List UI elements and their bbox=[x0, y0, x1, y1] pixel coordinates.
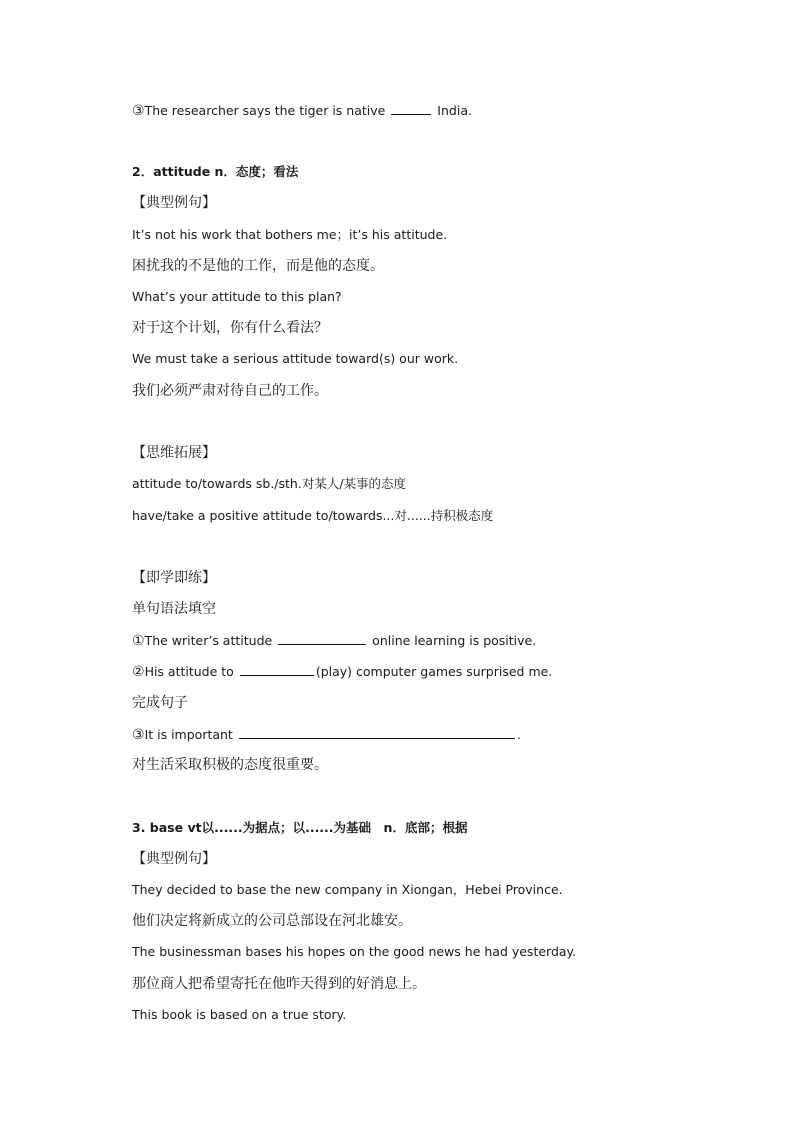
answer-blank[interactable] bbox=[239, 726, 515, 739]
exercise-item-2 bbox=[132, 663, 552, 680]
answer-blank[interactable] bbox=[391, 102, 431, 115]
item-text-before: His attitude to bbox=[144, 664, 234, 679]
item-text-after: . bbox=[516, 727, 521, 742]
practice-label: 【即学即练】 bbox=[132, 570, 216, 586]
example-en: It’s not his work that bothers me；it’s his attitude. bbox=[132, 227, 448, 242]
fill-label: 单句语法填空 bbox=[132, 601, 216, 617]
item-text-before: The writer’s attitude bbox=[144, 633, 273, 648]
complete-label: 完成句子 bbox=[132, 695, 188, 711]
item-text-after: online learning is positive. bbox=[372, 633, 537, 648]
item-number: ③ bbox=[132, 727, 145, 743]
answer-blank[interactable] bbox=[240, 663, 314, 676]
expand-phrase: attitude to/towards sb./sth.对某人/某事的态度 bbox=[132, 476, 407, 491]
item-number: ② bbox=[132, 664, 145, 680]
item-text-after: India. bbox=[437, 103, 472, 118]
exercise-item-3 bbox=[132, 102, 472, 119]
item-text-after: (play) computer games surprised me. bbox=[315, 664, 553, 679]
example-en: They decided to base the new company in Xiongan，Hebei Province. bbox=[132, 882, 563, 897]
example-cn: 对于这个计划，你有什么看法？ bbox=[132, 320, 328, 336]
example-cn: 困扰我的不是他的工作，而是他的态度。 bbox=[132, 258, 384, 274]
examples-label: 【典型例句】 bbox=[132, 851, 216, 867]
example-cn: 那位商人把希望寄托在他昨天得到的好消息上。 bbox=[132, 976, 426, 992]
example-en: The businessman bases his hopes on the good news he had yesterday. bbox=[132, 944, 577, 959]
examples-label: 【典型例句】 bbox=[132, 195, 216, 211]
expand-label: 【思维拓展】 bbox=[132, 445, 216, 461]
exercise-translation: 对生活采取积极的态度很重要。 bbox=[132, 757, 328, 773]
section-heading-attitude: 2．attitude n．态度；看法 bbox=[132, 164, 299, 179]
example-cn: 我们必须严肃对待自己的工作。 bbox=[132, 383, 328, 399]
item-text-before: It is important bbox=[144, 727, 233, 742]
exercise-item-3 bbox=[132, 726, 521, 743]
example-en: What’s your attitude to this plan? bbox=[132, 289, 342, 304]
item-number: ③ bbox=[132, 103, 145, 119]
answer-blank[interactable] bbox=[278, 632, 366, 645]
exercise-item-1 bbox=[132, 632, 536, 649]
example-en: This book is based on a true story. bbox=[132, 1007, 347, 1022]
example-cn: 他们决定将新成立的公司总部设在河北雄安。 bbox=[132, 913, 412, 929]
item-number: ① bbox=[132, 633, 145, 649]
item-text-before: The researcher says the tiger is native bbox=[144, 103, 386, 118]
expand-phrase: have/take a positive attitude to/towards...对......持积极态度 bbox=[132, 508, 494, 523]
example-en: We must take a serious attitude toward(s) our work. bbox=[132, 351, 459, 366]
section-heading-base: 3. base vt以......为据点；以......为基础 n．底部；根据 bbox=[132, 820, 468, 835]
